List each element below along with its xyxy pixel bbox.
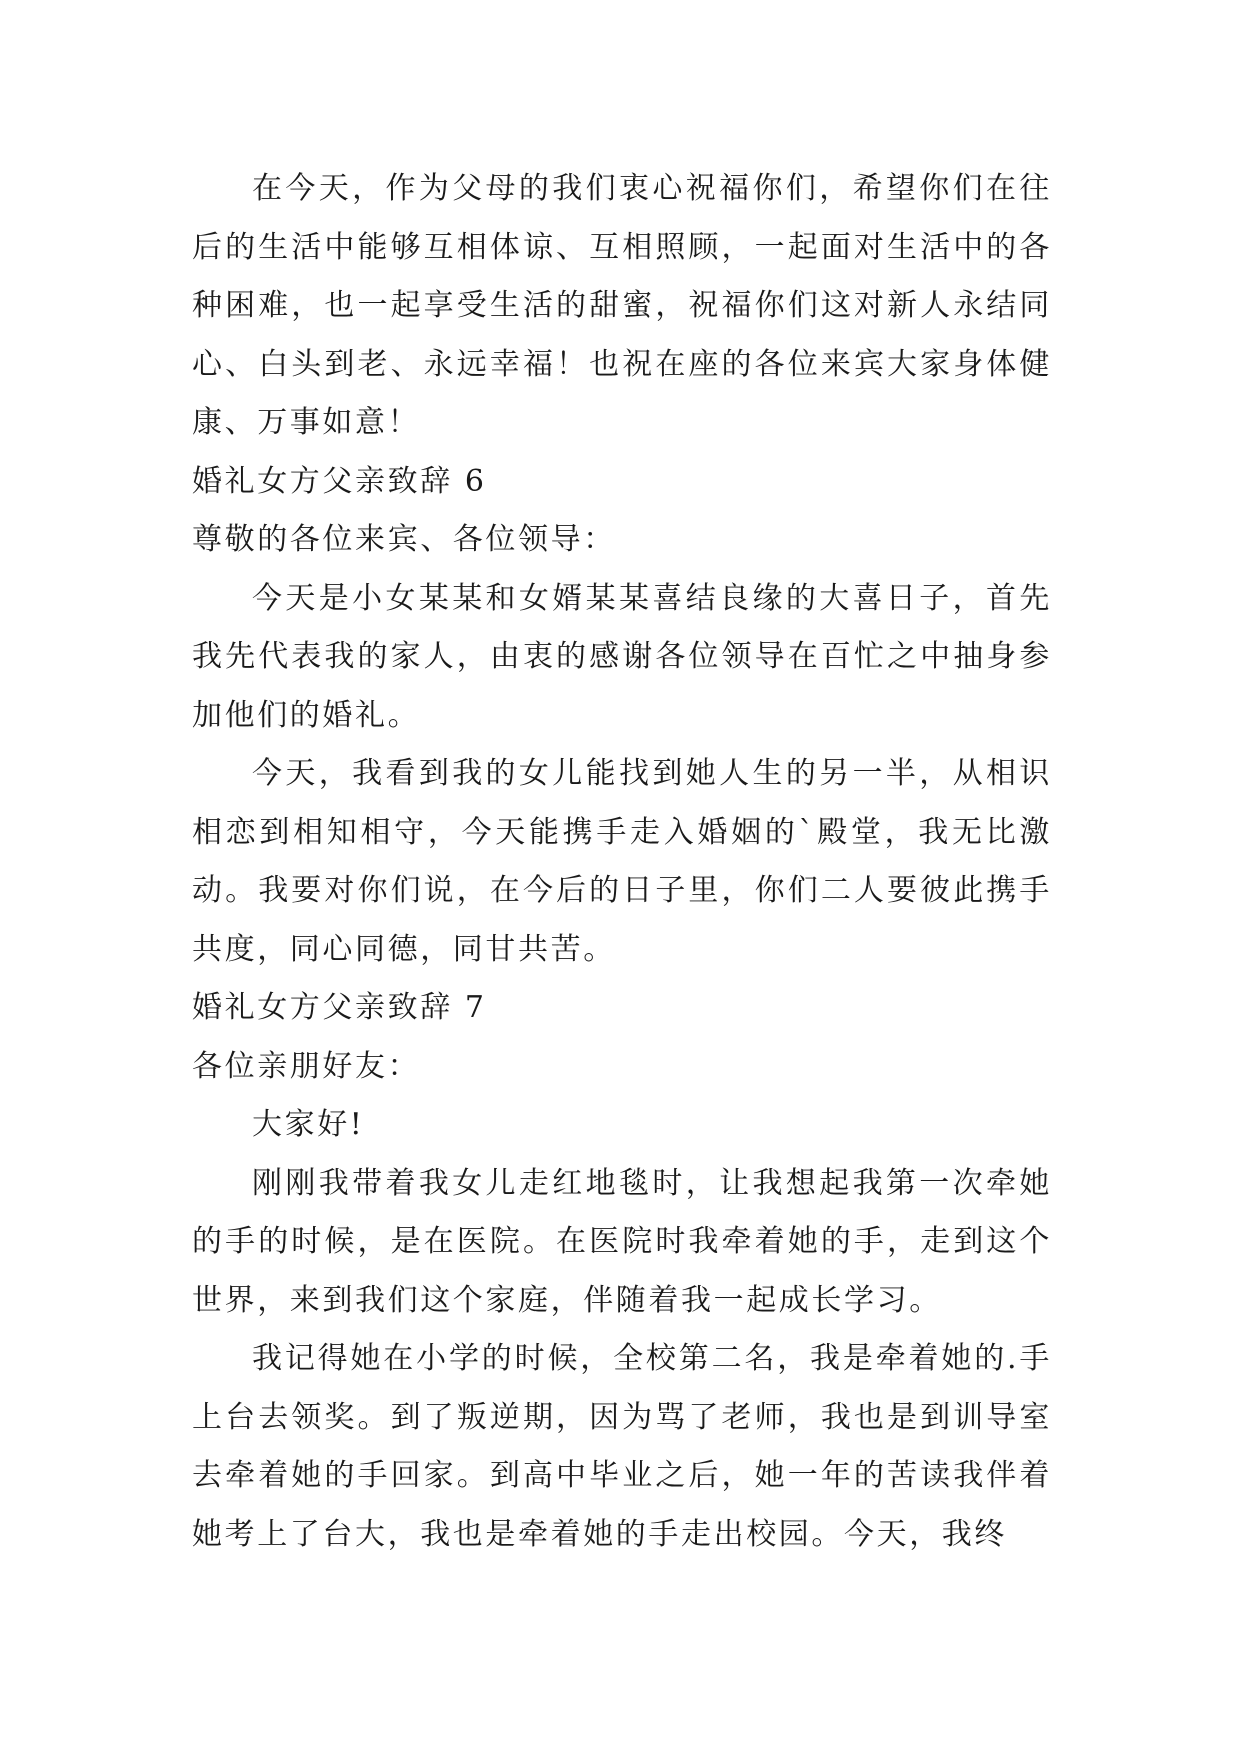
salutation: 尊敬的各位来宾、各位领导： [192,522,616,557]
section-heading: 婚礼女方父亲致辞 7 [192,990,487,1025]
salutation: 各位亲朋好友： [192,1048,421,1084]
section-heading: 婚礼女方父亲致辞 6 [192,463,487,499]
greeting: 大家好! [252,1107,365,1142]
document-page [192,160,1052,1564]
paragraph: 刚刚我带着我女儿走红地毯时，让我想起我第一次牵她的手的时候，是在医院。在医院时我牵着她的手，走到这个世界，来到我们这个家庭，伴随着我一起成长学习。 [192,1165,1052,1318]
paragraph: 今天，我看到我的女儿能找到她人生的另一半，从相识相恋到相知相守，今天能携手走入婚姻的`殿堂，我无比激动。我要对你们说，在今后的日子里，你们二人要彼此携手共度，同心同德，同甘共苦。 [192,756,1052,967]
paragraph: 我记得她在小学的时候，全校第二名，我是牵着她的.手上台去领奖。到了叛逆期，因为骂了老师，我也是到训导室去牵着她的手回家。到高中毕业之后，她一年的苦读我伴着她考上了台大，我也是牵着她的手走出校园。今天，我终 [192,1341,1052,1552]
paragraph: 今天是小女某某和女婿某某喜结良缘的大喜日子，首先我先代表我的家人，由衷的感谢各位领导在百忙之中抽身参加他们的婚礼。 [192,580,1052,733]
paragraph: 在今天，作为父母的我们衷心祝福你们，希望你们在往后的生活中能够互相体谅、互相照顾，一起面对生活中的各种困难，也一起享受生活的甜蜜，祝福你们这对新人永结同心、白头到老、永远幸福！也祝在座的各位来宾大家身体健康、万事如意！ [192,171,1052,440]
